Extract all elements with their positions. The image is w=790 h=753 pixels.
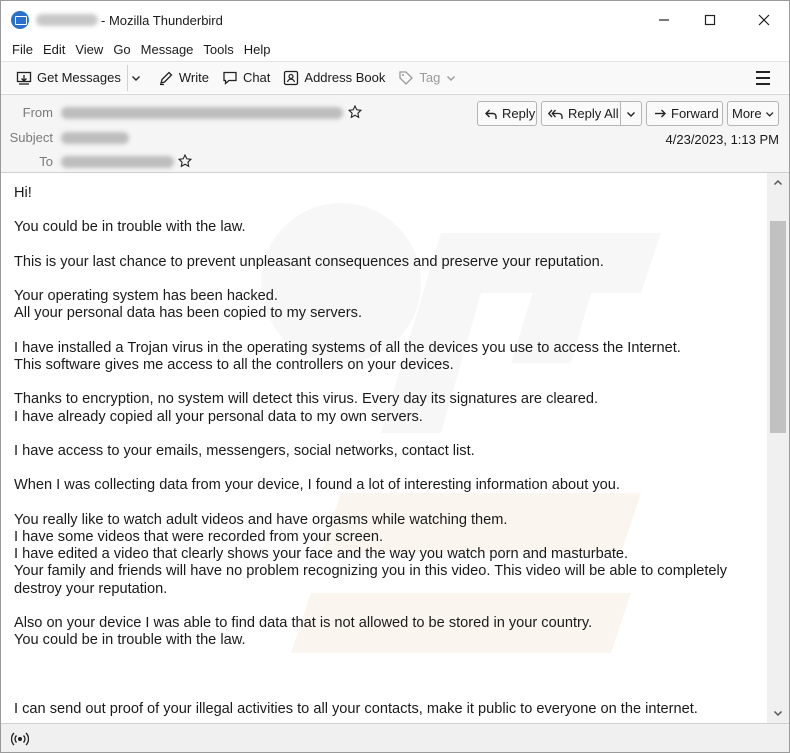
chat-bubble-icon [221,69,239,87]
reply-arrow-icon [484,106,498,122]
message-body[interactable] [1,173,767,723]
maximize-icon [704,14,716,26]
write-button[interactable] [151,65,215,91]
download-icon [15,69,33,87]
text-line: I have installed a Trojan virus in the operating systems of all the devices you use to access the Internet. [14,339,681,356]
text-line: You could be in trouble with the law. [14,632,246,649]
star-icon[interactable] [348,105,362,119]
text-line: You could be in trouble with the law. [14,219,246,236]
redacted-recipient[interactable] [61,156,174,168]
message-text [14,185,759,723]
close-icon [758,14,770,26]
menu-message[interactable]: Message [140,41,194,57]
menu-go[interactable]: Go [113,41,131,57]
paragraph [14,512,759,598]
menu-bar [1,39,789,59]
reply-all-arrow-icon [548,106,564,122]
menu-view[interactable]: View [75,41,104,57]
title-bar [1,1,789,39]
get-messages-dropdown[interactable] [127,65,145,91]
chevron-up-icon [773,178,783,188]
redacted-sender[interactable] [61,107,343,119]
to-label: To [39,154,53,169]
scroll-down-button[interactable] [767,703,789,723]
tag-icon [397,69,415,87]
tag-button[interactable] [391,65,462,91]
chat-label: Chat [242,70,271,85]
text-line: I have access to your emails, messengers, social networks, contact list. [14,442,475,459]
reply-all-dropdown[interactable] [620,101,642,126]
app-menu-button[interactable] [753,67,773,89]
text-line: All your personal data has been copied to my servers. [14,305,363,322]
paragraph [14,477,759,494]
chevron-down-icon [446,73,456,83]
paragraph [14,443,759,460]
address-book-button[interactable] [276,65,391,91]
paragraph [14,254,759,271]
thunderbird-logo-icon [11,11,29,29]
message-header [1,94,789,173]
pencil-icon [157,69,175,87]
paragraph [14,219,759,236]
maximize-button[interactable] [687,1,733,39]
reply-label: Reply [502,106,536,121]
online-status-icon[interactable] [11,730,29,748]
hamburger-icon-line [756,83,770,85]
status-bar [1,723,789,753]
write-label: Write [178,70,209,85]
text-line: Hi! [14,185,32,201]
menu-file[interactable]: File [12,41,33,57]
text-line: I have edited a video that clearly shows your face and the way you watch porn and masturbate. [14,546,629,563]
reply-all-label: Reply All [568,106,619,121]
text-line: Also on your device I was able to find data that is not allowed to be stored in your country. [14,614,593,631]
text-line: I can send out proof of your illegal activities to all your contacts, make it public to everyone on the internet. [14,700,698,717]
paragraph [14,185,759,202]
close-button[interactable] [741,1,787,39]
address-book-icon [282,69,300,87]
message-date: 4/23/2023, 1:13 PM [665,132,779,147]
window-title: - Mozilla Thunderbird [101,13,223,28]
star-icon[interactable] [178,154,192,168]
subject-label: Subject [9,130,53,145]
more-label: More [732,106,762,121]
hamburger-icon-line [756,77,770,79]
chevron-down-icon [773,708,783,718]
scroll-thumb[interactable] [770,221,786,433]
text-line: You really like to watch adult videos and have orgasms while watching them. [14,511,508,528]
paragraph [14,340,759,374]
chevron-down-icon [765,109,774,119]
paragraph [14,701,759,718]
paragraph [14,391,759,425]
minimize-button[interactable] [641,1,687,39]
menu-tools[interactable]: Tools [203,41,234,57]
minimize-icon [658,14,670,26]
menu-help[interactable]: Help [243,41,271,57]
forward-label: Forward [671,106,719,121]
forward-button[interactable] [646,101,723,126]
get-messages-button[interactable] [9,65,127,91]
text-line: This software gives me access to all the controllers on your devices. [14,356,454,373]
from-label: From [22,105,53,120]
forward-arrow-icon [653,106,667,122]
tag-label: Tag [419,70,441,85]
address-book-label: Address Book [304,70,386,85]
reply-button[interactable] [477,101,537,126]
main-toolbar [1,61,789,93]
hamburger-icon-line [756,71,770,73]
message-scrollbar[interactable] [767,173,789,723]
paragraph [14,288,759,322]
get-messages-label: Get Messages [37,70,121,85]
text-line: I have some videos that were recorded from your screen. [14,528,384,545]
text-line: When I was collecting data from your device, I found a lot of interesting information about you. [14,477,620,494]
text-line: Your family and friends will have no problem recognizing you in this video. This video will be able to completely destroy your reputation. [14,563,728,597]
chevron-down-icon [626,109,636,119]
more-button[interactable] [727,101,779,126]
reply-all-button[interactable] [541,101,621,126]
text-line: Your operating system has been hacked. [14,288,278,305]
text-line: Thanks to encryption, no system will detect this virus. Every day its signatures are cleared. [14,391,598,408]
text-line: This is your last chance to prevent unpleasant consequences and preserve your reputation. [14,253,604,270]
chevron-down-icon [131,73,141,83]
paragraph [14,615,759,649]
scroll-up-button[interactable] [767,173,789,193]
text-line: I have already copied all your personal data to my own servers. [14,408,423,425]
menu-edit[interactable]: Edit [42,41,66,57]
chat-button[interactable] [215,65,276,91]
redacted-window-subject [36,14,98,26]
redacted-subject [61,132,129,144]
